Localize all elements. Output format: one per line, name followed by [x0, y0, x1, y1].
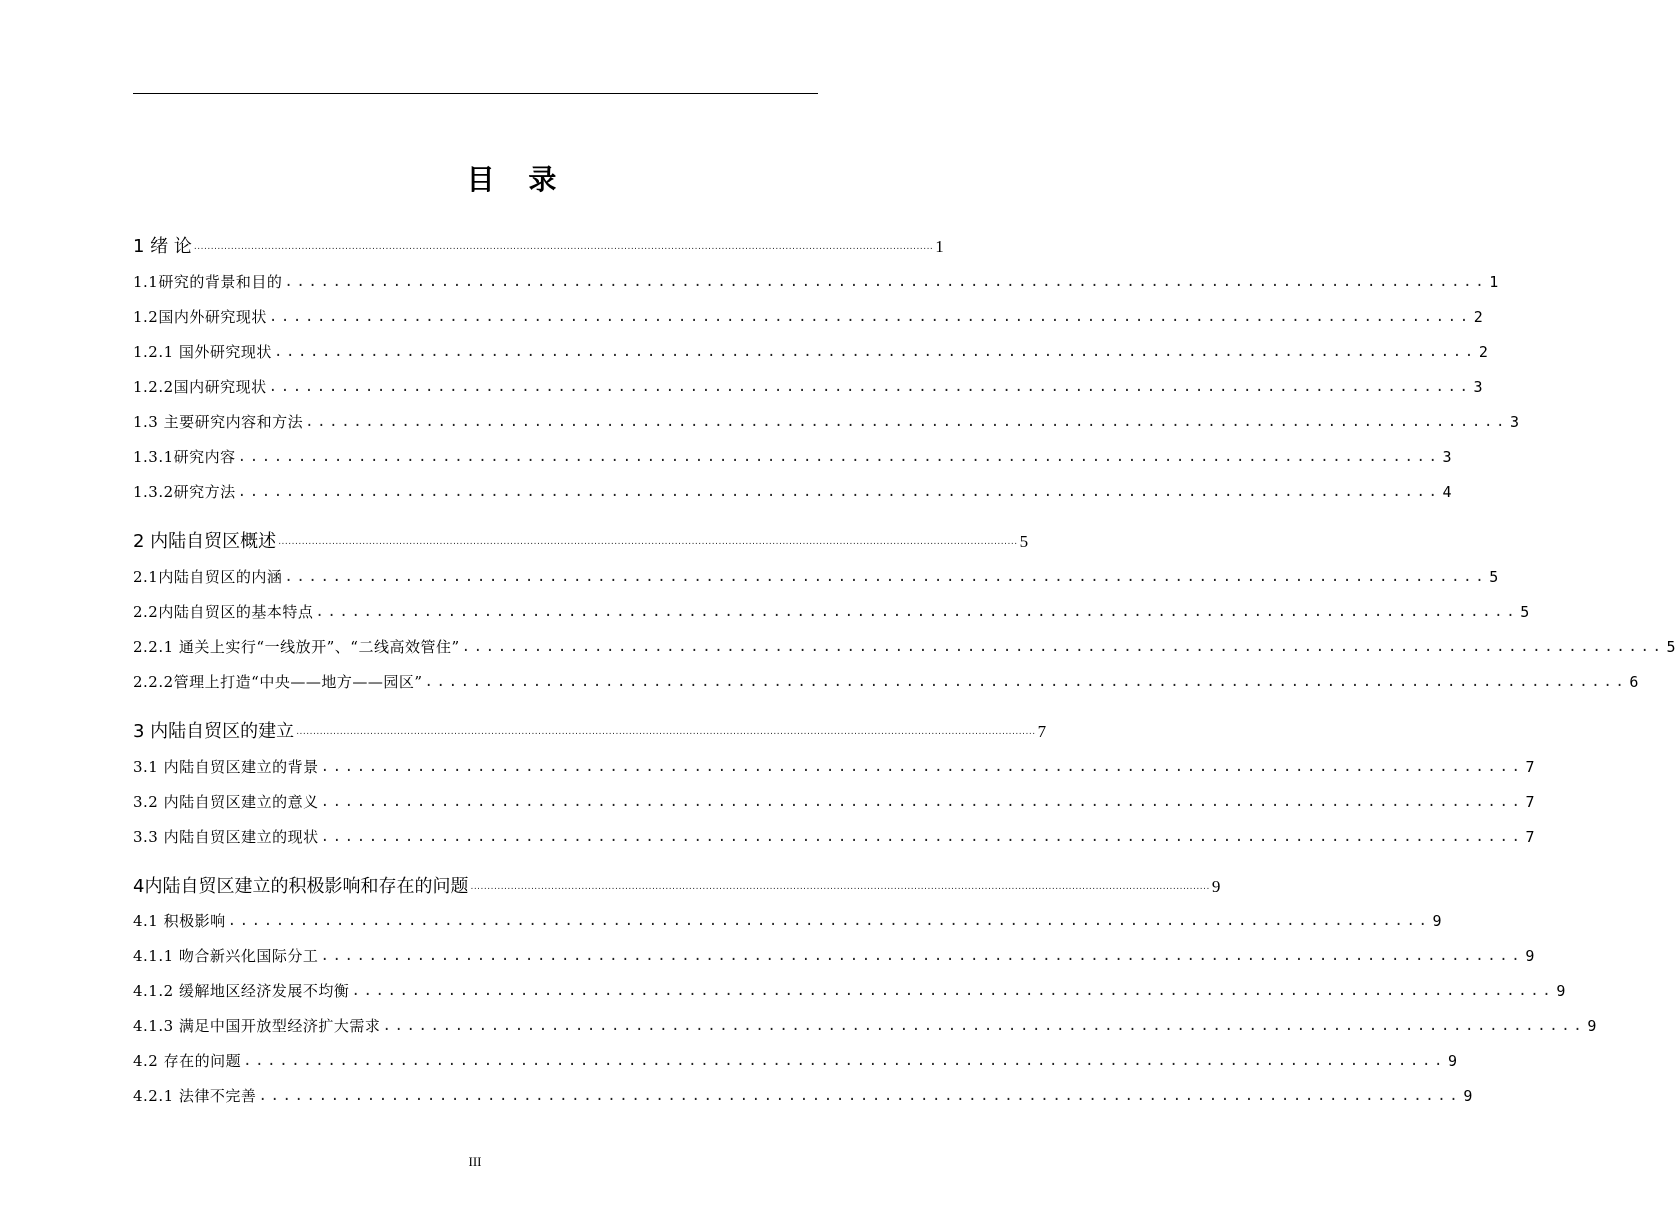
toc-entry[interactable]: [133, 822, 1535, 848]
toc-entry-label: 4.1.3 满足中国开放型经济扩大需求: [133, 1017, 381, 1035]
toc-entry-label: 1.3 主要研究内容和方法: [133, 413, 304, 431]
toc-entry-label: 1.2.1 国外研究现状: [133, 343, 272, 361]
toc-entry-label: 1.1研究的背景和目的: [133, 273, 283, 291]
toc-entry-page: 1: [935, 237, 944, 256]
toc-dot-leader: ....................................................................................................: [237, 449, 1441, 465]
toc-entry-page: 3: [1473, 378, 1483, 396]
toc-dot-leader: ....................................................................................................: [320, 948, 1524, 964]
toc-entry[interactable]: [133, 407, 1520, 433]
toc-entry[interactable]: [133, 527, 1029, 553]
toc-dot-leader: ....................................................................................................: [268, 309, 1472, 325]
toc-dot-leader: ....................................................................................................: [382, 1018, 1586, 1034]
toc-entry-page: 9: [1211, 877, 1221, 896]
toc-entry-page: 9: [1525, 947, 1535, 965]
toc-dot-leader: ....................................................................................................: [315, 604, 1519, 620]
toc-dot-leader: ............................................................................................................................................................................................................................: [296, 727, 1036, 737]
toc-entry-page: 1: [1489, 273, 1499, 291]
toc-dot-leader: ....................................................................................................: [305, 414, 1508, 430]
toc-entry-page: 7: [1525, 758, 1535, 776]
toc-entry-page: 9: [1587, 1017, 1597, 1035]
toc-entry-label: 1 绪 论: [133, 236, 192, 257]
toc-entry[interactable]: [133, 1011, 1597, 1037]
toc-entry-page: 3: [1510, 413, 1520, 431]
toc-dot-leader: ....................................................................................................: [351, 983, 1555, 999]
toc-entry-label: 3.1 内陆自贸区建立的背景: [133, 758, 319, 776]
toc-entry-label: 3.3 内陆自贸区建立的现状: [133, 828, 319, 846]
toc-entry-label: 3 内陆自贸区的建立: [133, 721, 295, 742]
toc-entry-label: 4.1 积极影响: [133, 912, 226, 930]
toc-entry-label: 2 内陆自贸区概述: [133, 531, 277, 552]
toc-entry[interactable]: [133, 752, 1535, 778]
toc-dot-leader: ....................................................................................................: [243, 1053, 1446, 1069]
toc-entry[interactable]: [133, 337, 1488, 363]
toc-entry-label: 2.2.1 通关上实行“一线放开”、“二线高效管住”: [133, 638, 460, 656]
toc-entry[interactable]: [133, 597, 1530, 623]
toc-entry[interactable]: [133, 267, 1499, 293]
toc-entry-page: 6: [1629, 673, 1639, 691]
toc-dot-leader: ....................................................................................................: [320, 759, 1524, 775]
toc-entry[interactable]: [133, 941, 1535, 967]
toc-entry[interactable]: [133, 372, 1483, 398]
toc-dot-leader: ....................................................................................................: [424, 674, 1628, 690]
toc-dot-leader: ....................................................................................................: [258, 1088, 1462, 1104]
toc-entry[interactable]: [133, 1046, 1458, 1072]
toc-entry-page: 5: [1489, 568, 1499, 586]
toc-entry[interactable]: [133, 872, 1221, 898]
toc-entry-page: 9: [1463, 1087, 1473, 1105]
toc-entry[interactable]: [133, 787, 1535, 813]
toc-entry-page: 9: [1448, 1052, 1458, 1070]
toc-entry[interactable]: [133, 232, 944, 258]
toc-entry-label: 2.2.2管理上打造“中央——地方——园区”: [133, 673, 423, 691]
toc-dot-leader: ....................................................................................................: [237, 484, 1441, 500]
toc-dot-leader: ....................................................................................................: [461, 639, 1665, 655]
toc-entry-page: 7: [1525, 828, 1535, 846]
toc-dot-leader: ....................................................................................................: [320, 829, 1524, 845]
toc-entry-label: 1.3.2研究方法: [133, 483, 236, 501]
toc-entry-label: 2.1内陆自贸区的内涵: [133, 568, 283, 586]
toc-entry[interactable]: [133, 667, 1639, 693]
toc-entry-page: 2: [1478, 343, 1488, 361]
toc-entry[interactable]: [133, 442, 1452, 468]
toc-dot-leader: ....................................................................................................: [320, 794, 1524, 810]
toc-entry-page: 5: [1019, 532, 1029, 551]
page-title: 目 录: [466, 163, 569, 196]
toc-entry-label: 1.2国内外研究现状: [133, 308, 267, 326]
toc-entry[interactable]: [133, 976, 1566, 1002]
toc-entry-page: 9: [1432, 912, 1442, 930]
toc-dot-leader: ....................................................................................................: [268, 379, 1472, 395]
toc-dot-leader: ....................................................................................................: [273, 344, 1477, 360]
toc-entry[interactable]: [133, 302, 1483, 328]
toc-entry-label: 4内陆自贸区建立的积极影响和存在的问题: [133, 876, 469, 897]
toc-entry-label: 3.2 内陆自贸区建立的意义: [133, 793, 319, 811]
toc-entry-label: 4.2.1 法律不完善: [133, 1087, 257, 1105]
toc-dot-leader: ....................................................................................................: [227, 913, 1431, 929]
toc-dot-leader: ............................................................................................................................................................................................................................: [193, 242, 934, 252]
toc-entry[interactable]: [133, 717, 1047, 743]
toc-entry-label: 4.1.1 吻合新兴化国际分工: [133, 947, 319, 965]
toc-entry-label: 1.2.2国内研究现状: [133, 378, 267, 396]
toc-entry-label: 4.1.2 缓解地区经济发展不均衡: [133, 982, 350, 1000]
toc-dot-leader: ....................................................................................................: [284, 569, 1488, 585]
toc-entry[interactable]: [133, 632, 1676, 658]
toc-entry-page: 9: [1556, 982, 1566, 1000]
toc-dot-leader: ....................................................................................................: [284, 274, 1488, 290]
toc-entry-page: 7: [1037, 722, 1047, 741]
toc-entry-page: 4: [1442, 483, 1452, 501]
footer-page-number: III: [468, 1154, 482, 1169]
toc-entry[interactable]: [133, 562, 1499, 588]
toc-entry-page: 7: [1525, 793, 1535, 811]
toc-entry-page: 5: [1520, 603, 1530, 621]
toc-entry-label: 2.2内陆自贸区的基本特点: [133, 603, 314, 621]
toc-entry-label: 1.3.1研究内容: [133, 448, 236, 466]
toc-entry-page: 3: [1442, 448, 1452, 466]
toc-dot-leader: ............................................................................................................................................................................................................................: [278, 537, 1018, 547]
toc-entry[interactable]: [133, 477, 1452, 503]
toc-dot-leader: ............................................................................................................................................................................................................................: [470, 882, 1210, 892]
header-rule: [133, 93, 818, 94]
toc-entry-page: 2: [1473, 308, 1483, 326]
toc-entry[interactable]: [133, 1081, 1473, 1107]
toc-entry-page: 5: [1666, 638, 1676, 656]
toc-entry[interactable]: [133, 906, 1442, 932]
toc-entry-label: 4.2 存在的问题: [133, 1052, 242, 1070]
